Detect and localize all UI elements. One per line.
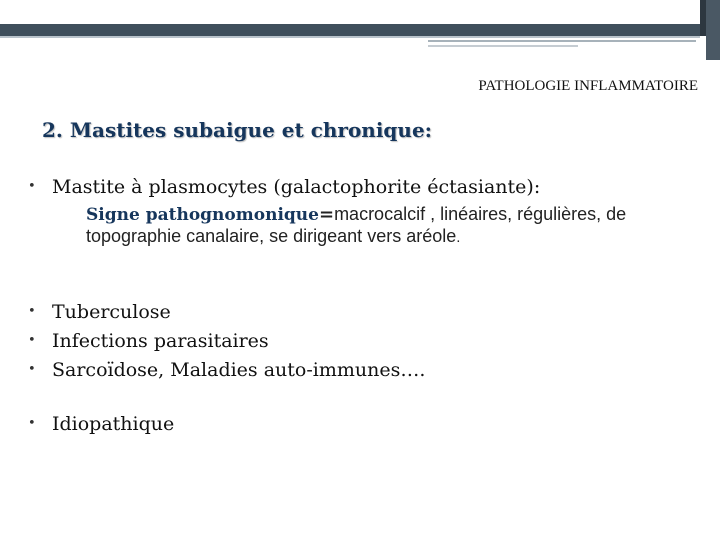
bullet-item-infections (28, 330, 269, 352)
subtext-body: macrocalcif , linéaires, régulières, de topographie canalaire, se dirigeant vers aréole (86, 204, 627, 246)
bullet-icon: • (28, 362, 36, 377)
subtext-equals: = (318, 204, 335, 225)
bullet-subtext (86, 204, 666, 248)
top-decor-stripe (0, 36, 700, 38)
accent-line-long (428, 40, 696, 42)
bullet-icon: • (28, 416, 36, 431)
bullet-text: Infections parasitaires (52, 330, 269, 352)
bullet-text: Mastite à plasmocytes (galactophorite éctasiante): (52, 176, 541, 198)
slide-title: 2. Mastites subaigue et chronique: (42, 118, 433, 142)
section-header: PATHOLOGIE INFLAMMATOIRE (478, 78, 698, 94)
accent-line-short (428, 45, 578, 47)
bullet-icon: • (28, 304, 36, 319)
bullet-text: Idiopathique (52, 413, 175, 435)
bullet-text: Tuberculose (52, 301, 171, 323)
bullet-item-mastite (28, 176, 540, 198)
subtext-term: Signe pathognomonique (86, 205, 319, 225)
top-decor-right-strip (706, 0, 720, 60)
top-decor-bar (0, 24, 700, 36)
bullet-text: Sarcoïdose, Maladies auto-immunes…. (52, 359, 426, 381)
bullet-item-tuberculose (28, 301, 171, 323)
bullet-item-idiopathique (28, 413, 174, 435)
bullet-icon: • (28, 333, 36, 348)
subtext-tail: . (456, 229, 461, 246)
bullet-item-sarcoidose (28, 359, 425, 381)
bullet-icon: • (28, 179, 36, 194)
